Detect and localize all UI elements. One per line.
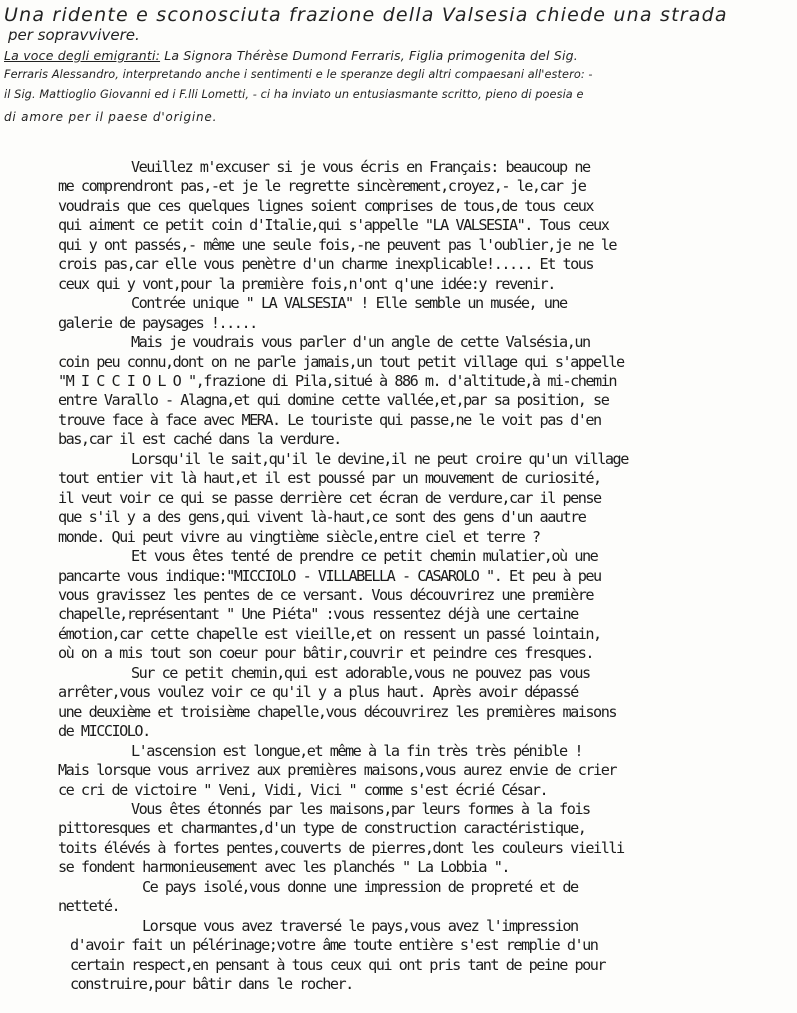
handwritten-underlined-heading: La voce degli emigranti:	[4, 48, 161, 63]
letter-line: une deuxième et troisième chapelle,vous découvrirez les premières maisons	[58, 702, 616, 721]
letter-line: bas,car il est caché dans la verdure.	[58, 430, 341, 449]
typewritten-letter	[0, 158, 797, 994]
letter-line: arrêter,vous voulez voir ce qu'il y a plus haut. Après avoir dépassé	[58, 683, 578, 702]
letter-line: où on a mis tout son coeur pour bâtir,couvrir et peindre ces fresques.	[58, 644, 594, 663]
letter-line: Vous êtes étonnés par les maisons,par leurs formes à la fois	[131, 799, 590, 818]
letter-line: Lorsque vous avez traversé le pays,vous avez l'impression	[142, 916, 578, 935]
handwritten-intro-rest: La Signora Thérèse Dumond Ferraris, Figlia primogenita del Sig.	[160, 48, 578, 63]
letter-line: toits élévés à fortes pentes,couverts de pierres,dont les couleurs vieilli	[58, 838, 624, 857]
letter-line: Mais je voudrais vous parler d'un angle de cette Valsésia,un	[131, 333, 590, 352]
handwritten-title: Una ridente e sconosciuta frazione della Valsesia chiede una strada	[4, 4, 728, 26]
letter-line: voudrais que ces quelques lignes soient comprises de tous,de tous ceux	[58, 196, 594, 215]
letter-line: il veut voir ce qui se passe derrière cet écran de verdure,car il pense	[58, 488, 601, 507]
handwritten-intro-line	[4, 48, 578, 63]
letter-line: pittoresques et charmantes,d'un type de construction caractéristique,	[58, 819, 586, 838]
letter-line: ce cri de victoire " Veni, Vidi, Vici " comme s'est écrié César.	[58, 780, 548, 799]
letter-line: d'avoir fait un pélérinage;votre âme toute entière s'est remplie d'un	[70, 936, 598, 955]
handwritten-subtitle: per sopravvivere.	[8, 26, 140, 44]
letter-line: chapelle,représentant " Une Piéta" :vous ressentez déjà une certaine	[58, 605, 578, 624]
letter-line: me comprendront pas,-et je le regrette sincèrement,croyez,- le,car je	[58, 177, 586, 196]
letter-line: "M I C C I O L O ",frazione di Pila,situé à 886 m. d'altitude,à mi-chemin	[58, 371, 616, 390]
handwritten-intro-line: di amore per il paese d'origine.	[4, 110, 218, 124]
letter-line: Veuillez m'excuser si je vous écris en Français: beaucoup ne	[131, 158, 590, 176]
letter-line: netteté.	[58, 897, 120, 916]
letter-line: qui y ont passés,- même une seule fois,-ne peuvent pas l'oublier,je ne le	[58, 235, 616, 254]
letter-line: que s'il y a des gens,qui vivent là-haut,ce sont des gens d'un aautre	[58, 508, 586, 527]
letter-line: Mais lorsque vous arrivez aux premières maisons,vous aurez envie de crier	[58, 761, 616, 780]
letter-line: certain respect,en pensant à tous ceux qui ont pris tant de peine pour	[70, 955, 606, 974]
letter-line: Ce pays isolé,vous donne une impression de propreté et de	[142, 877, 578, 896]
letter-line: Lorsqu'il le sait,qu'il le devine,il ne peut croire qu'un village	[131, 449, 628, 468]
letter-line: vous gravissez les pentes de ce versant. Vous découvrirez une première	[58, 585, 594, 604]
letter-line: émotion,car cette chapelle est vieille,et on ressent un passé lointain,	[58, 624, 601, 643]
letter-line: se fondent harmonieusement avec les planchés " La Lobbia ".	[58, 858, 509, 877]
letter-line: monde. Qui peut vivre au vingtième siècle,entre ciel et terre ?	[58, 527, 540, 546]
handwritten-intro-line: il Sig. Mattioglio Giovanni ed i F.lli Lometti, - ci ha inviato un entusiasmante scritto, pieno di poesia e	[4, 88, 584, 101]
letter-line: L'ascension est longue,et même à la fin très très pénible !	[131, 741, 582, 760]
letter-line: de MICCIOLO.	[58, 722, 150, 741]
letter-line: construire,pour bâtir dans le rocher.	[70, 975, 353, 994]
letter-line: galerie de paysages !.....	[58, 313, 257, 332]
letter-line: Contrée unique " LA VALSESIA" ! Elle semble un musée, une	[131, 294, 567, 313]
letter-line: Sur ce petit chemin,qui est adorable,vous ne pouvez pas vous	[131, 663, 590, 682]
letter-line: Et vous êtes tenté de prendre ce petit chemin mulatier,où une	[131, 547, 598, 566]
letter-line: crois pas,car elle vous penètre d'un charme inexplicable!..... Et tous	[58, 255, 594, 274]
handwritten-intro-line: Ferraris Alessandro, interpretando anche i sentimenti e le speranze degli altri compaesani all'estero: -	[4, 68, 593, 81]
letter-line: pancarte vous indique:"MICCIOLO - VILLABELLA - CASAROLO ". Et peu à peu	[58, 566, 601, 585]
letter-line: qui aiment ce petit coin d'Italie,qui s'appelle "LA VALSESIA". Tous ceux	[58, 216, 609, 235]
letter-line: ceux qui y vont,pour la première fois,n'ont q'une idée:y revenir.	[58, 274, 555, 293]
letter-line: tout entier vit là haut,et il est poussé par un mouvement de curiosité,	[58, 469, 601, 488]
letter-line: trouve face à face avec MERA. Le touriste qui passe,ne le voit pas d'en	[58, 410, 601, 429]
letter-line: entre Varallo - Alagna,et qui domine cette vallée,et,par sa position, se	[58, 391, 609, 410]
letter-line: coin peu connu,dont on ne parle jamais,un tout petit village qui s'appelle	[58, 352, 624, 371]
